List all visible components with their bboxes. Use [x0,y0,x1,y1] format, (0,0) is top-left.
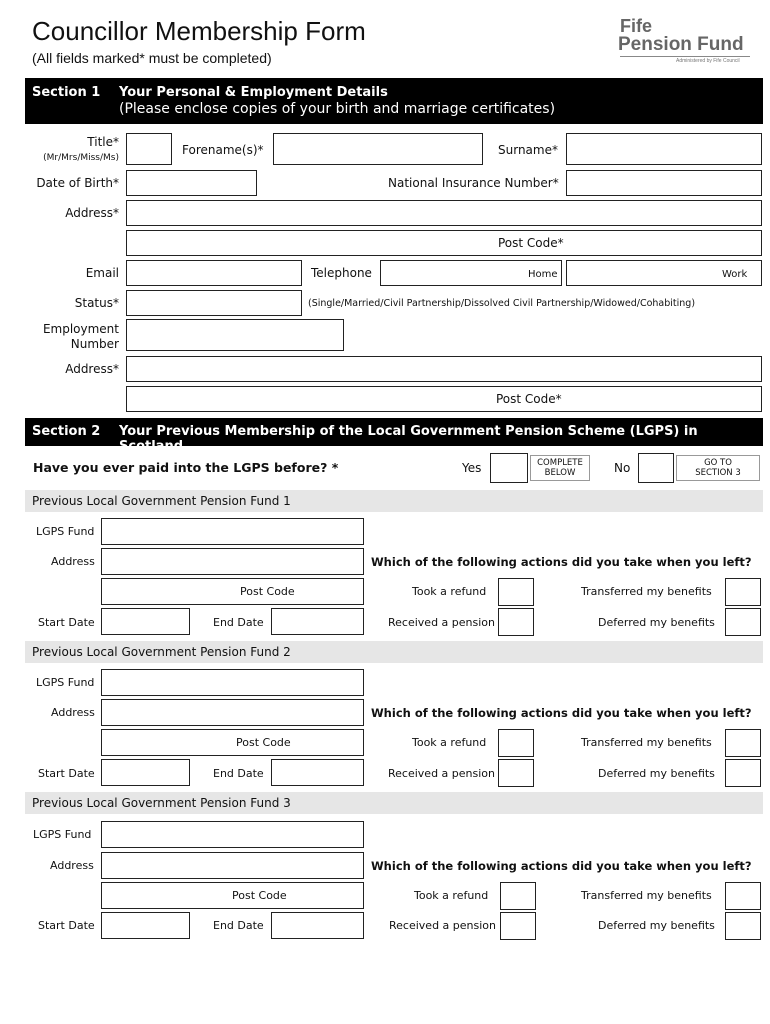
fund1-header [25,490,763,512]
emp-postcode-label: Post Code* [496,392,562,406]
fund1-pension-checkbox[interactable] [498,608,534,636]
fund1-start-label: Start Date [38,616,95,629]
fund3-pension-checkbox[interactable] [500,912,536,940]
section2-header [25,418,763,454]
home-label: Home [528,269,558,280]
fund3-end-field[interactable] [271,912,364,939]
fund1-lgps-field[interactable] [101,518,364,545]
postcode-label: Post Code* [498,236,564,250]
forenames-field[interactable] [273,133,483,165]
fund3-heading: Previous Local Government Pension Fund 3 [32,796,291,810]
fund1-refund-checkbox[interactable] [498,578,534,606]
fund2-address-field[interactable] [101,699,364,726]
employment-number-field[interactable] [126,319,344,351]
employment-label-line1: Employment [42,322,119,336]
fund3-refund-checkbox[interactable] [500,882,536,910]
no-label: No [614,461,631,475]
title-label: Title* [87,135,119,149]
fund1-transferred-label: Transferred my benefits [581,585,712,598]
fund2-lgps-label: LGPS Fund [36,676,95,689]
ni-label: National Insurance Number* [388,176,559,190]
fund3-deferred-label: Deferred my benefits [598,919,715,932]
yes-note-line2: BELOW [544,468,576,478]
fund3-start-field[interactable] [101,912,190,939]
fund2-heading: Previous Local Government Pension Fund 2 [32,645,291,659]
fund2-pension-label: Received a pension [388,767,495,780]
fund3-start-label: Start Date [38,919,95,932]
fund2-postcode-label: Post Code [236,736,291,749]
yes-note [530,455,590,481]
fund2-address-label: Address [51,706,95,719]
fund3-header [25,792,763,814]
fund1-pension-label: Received a pension [388,616,495,629]
dob-field[interactable] [126,170,257,196]
address-postcode-field[interactable] [126,230,762,256]
fund3-refund-label: Took a refund [414,889,489,902]
fund1-heading: Previous Local Government Pension Fund 1 [32,494,291,508]
fund1-refund-label: Took a refund [412,585,487,598]
page-subtitle: (All fields marked* must be completed) [32,50,272,66]
yes-label: Yes [462,461,482,475]
fund2-start-field[interactable] [101,759,190,786]
fund1-address-field[interactable] [101,548,364,575]
fund2-pension-checkbox[interactable] [498,759,534,787]
dob-label: Date of Birth* [36,176,119,190]
fund2-transferred-checkbox[interactable] [725,729,761,757]
fund1-address-label: Address [51,555,95,568]
fund2-transferred-label: Transferred my benefits [581,736,712,749]
no-checkbox[interactable] [638,453,674,483]
fund2-deferred-checkbox[interactable] [725,759,761,787]
logo-divider [620,56,750,57]
work-label: Work [722,269,748,280]
fund2-lgps-field[interactable] [101,669,364,696]
section1-number: Section 1 [32,85,101,100]
title-field[interactable] [126,133,172,165]
section1-header [25,78,763,124]
logo-text-line2: Pension Fund [618,34,744,55]
fund1-actions-question: Which of the following actions did you take when you left? [371,555,752,569]
page-title: Councillor Membership Form [32,16,366,46]
no-note-line1: GO TO [704,458,732,468]
fund3-transferred-label: Transferred my benefits [581,889,712,902]
address-field[interactable] [126,200,762,226]
lgps-question: Have you ever paid into the LGPS before? * [33,460,339,475]
fund2-refund-checkbox[interactable] [498,729,534,757]
emp-address-label: Address* [65,362,119,376]
fund3-lgps-label: LGPS Fund [33,828,92,841]
fund1-start-field[interactable] [101,608,190,635]
fund1-end-field[interactable] [271,608,364,635]
telephone-home-field[interactable] [380,260,562,286]
fund1-lgps-label: LGPS Fund [36,525,95,538]
fund1-deferred-checkbox[interactable] [725,608,761,636]
fund1-transferred-checkbox[interactable] [725,578,761,606]
section1-title: Your Personal & Employment Details [119,85,388,100]
email-field[interactable] [126,260,302,286]
no-note-line2: SECTION 3 [695,468,741,478]
forenames-label: Forename(s)* [182,143,264,157]
fund1-end-label: End Date [213,616,264,629]
logo-text-line1: Fife [620,16,653,36]
fund3-actions-question: Which of the following actions did you take when you left? [371,859,752,873]
emp-address-field[interactable] [126,356,762,382]
no-note [676,455,760,481]
status-hint: (Single/Married/Civil Partnership/Dissolved Civil Partnership/Widowed/Cohabiting) [308,298,696,309]
fund3-address-label: Address [50,859,94,872]
emp-postcode-field[interactable] [126,386,762,412]
section1-note: (Please enclose copies of your birth and marriage certificates) [119,101,556,117]
telephone-work-field[interactable] [566,260,762,286]
employment-label-line2: Number [70,337,119,351]
ni-field[interactable] [566,170,762,196]
fund3-lgps-field[interactable] [101,821,364,848]
section2-number: Section 2 [32,424,101,439]
fund1-deferred-label: Deferred my benefits [598,616,715,629]
fund2-actions-question: Which of the following actions did you take when you left? [371,706,752,720]
fund3-transferred-checkbox[interactable] [725,882,761,910]
fund3-deferred-checkbox[interactable] [725,912,761,940]
status-field[interactable] [126,290,302,316]
fund3-postcode-label: Post Code [232,889,287,902]
address-label: Address* [65,206,119,220]
surname-label: Surname* [498,143,558,157]
fund3-end-label: End Date [213,919,264,932]
surname-field[interactable] [566,133,762,165]
fund2-start-label: Start Date [38,767,95,780]
fund2-header [25,641,763,663]
fund2-postcode-field[interactable] [101,729,364,756]
yes-checkbox[interactable] [490,453,528,483]
telephone-label: Telephone [311,266,372,280]
section2-title: Your Previous Membership of the Local Government Pension Scheme (LGPS) in Scotland [119,424,698,454]
status-label: Status* [74,296,119,310]
title-hint: (Mr/Mrs/Miss/Ms) [43,153,119,163]
fund3-address-field[interactable] [101,852,364,879]
fund2-deferred-label: Deferred my benefits [598,767,715,780]
email-label: Email [85,266,119,280]
fund1-postcode-field[interactable] [101,578,364,605]
logo-tagline: Administered by Fife Council [676,58,740,64]
fund2-refund-label: Took a refund [412,736,487,749]
fund1-postcode-label: Post Code [240,585,295,598]
fund2-end-label: End Date [213,767,264,780]
yes-note-line1: COMPLETE [537,458,583,468]
fund3-postcode-field[interactable] [101,882,364,909]
fund2-end-field[interactable] [271,759,364,786]
fund3-pension-label: Received a pension [389,919,496,932]
